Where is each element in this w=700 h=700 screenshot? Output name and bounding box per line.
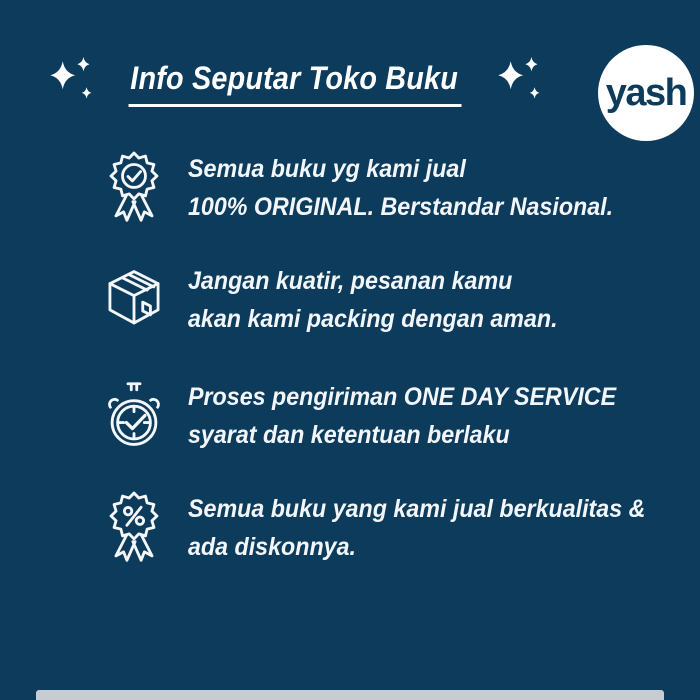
discount-badge-icon [99,486,169,570]
sparkle-icon [44,56,98,110]
brand-logo-text: yash [605,71,687,114]
feature-line: syarat dan ketentuan berlaku [188,421,510,449]
feature-icon-box [96,144,172,232]
feature-text [188,150,613,226]
feature-line: 100% ORIGINAL. Berstandar Nasional. [188,193,614,221]
feature-line: Proses pengiriman ONE DAY SERVICE [188,383,617,411]
feature-row-delivery [96,372,648,460]
stopwatch-check-icon [99,376,169,456]
page-title: Info Seputar Toko Buku [128,60,461,107]
header [0,56,590,110]
feature-row-discount [96,484,680,572]
feature-row-packing [96,256,585,344]
feature-line: Jangan kuatir, pesanan kamu [188,267,513,295]
package-icon [99,263,169,337]
feature-line: Semua buku yg kami jual [188,155,466,183]
feature-icon-box [96,372,172,460]
feature-icon-box [96,484,172,572]
medal-check-icon [99,146,169,230]
feature-text [188,262,558,338]
feature-icon-box [96,256,172,344]
feature-text [188,378,616,454]
feature-line: Semua buku yang kami jual berkualitas & [188,495,646,523]
bottom-bar [36,690,664,700]
feature-text [188,490,645,566]
brand-logo [598,45,694,141]
feature-row-original [96,144,645,232]
feature-line: akan kami packing dengan aman. [188,305,558,333]
sparkle-icon [492,56,546,110]
feature-line: ada diskonnya. [188,533,356,561]
